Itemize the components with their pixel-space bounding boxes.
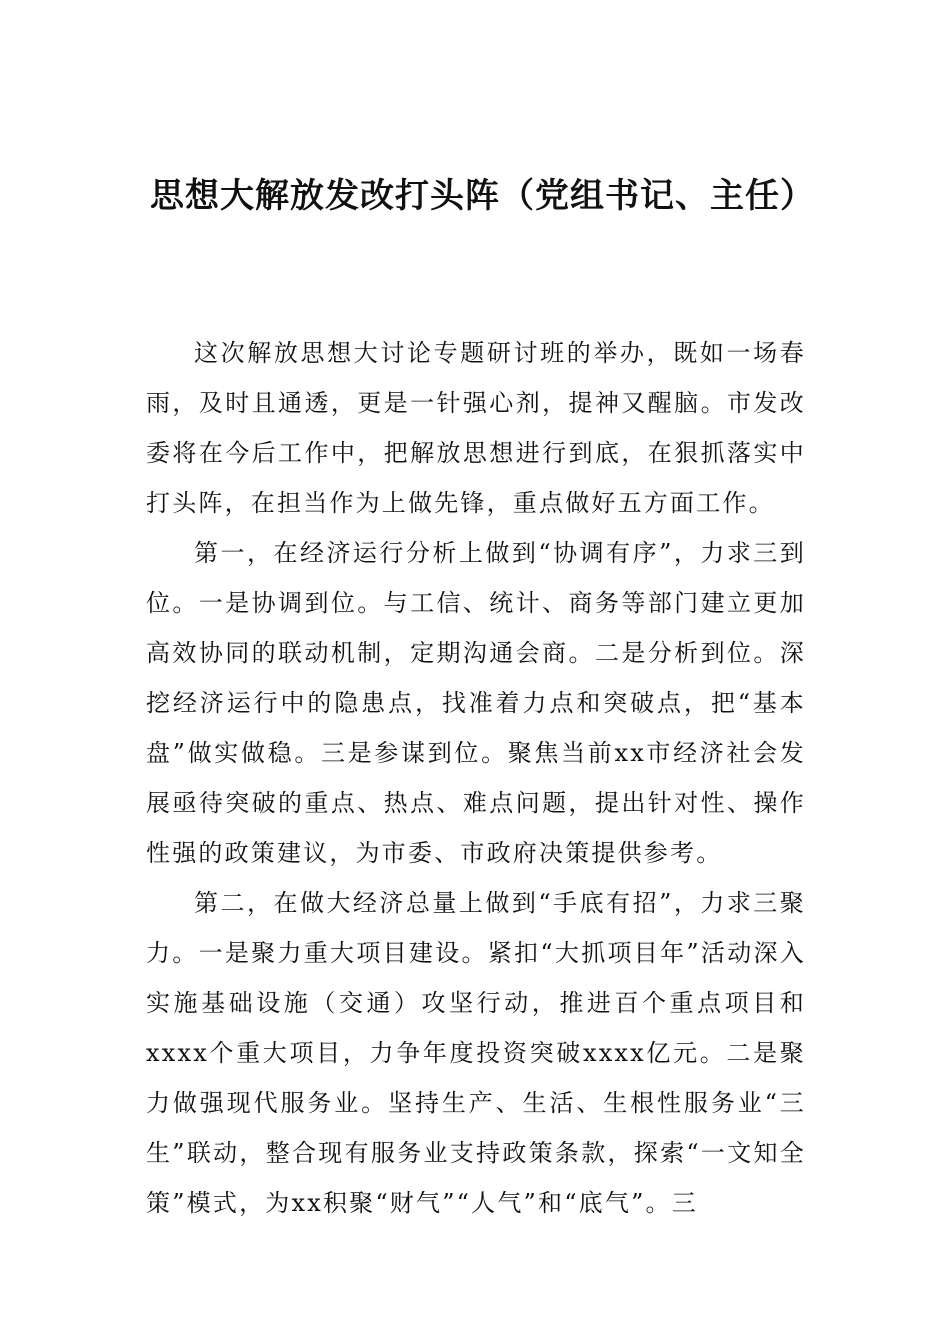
paragraph-second: 第二，在做大经济总量上做到“手底有招”，力求三聚力。一是聚力重大项目建设。紧扣“大抓项目年”活动深入实施基础设施（交通）攻坚行动，推进百个重点项目和xxxx个重大项目，力争年度投资突破xxxx亿元。二是聚力做强现代服务业。坚持生产、生活、生根性服务业“三生”联动，整合现有服务业支持政策条款，探索“一文知全策”模式，为xx积聚“财气”“人气”和“底气”。三 <box>146 889 806 1217</box>
document-title: 思想大解放发改打头阵（党组书记、主任） <box>150 176 815 216</box>
paragraph-intro: 这次解放思想大讨论专题研讨班的举办，既如一场春雨，及时且通透，更是一针强心剂，提神又醒脑。市发改委将在今后工作中，把解放思想进行到底，在狠抓落实中打头阵，在担当作为上做先锋，重点做好五方面工作。 <box>146 339 806 517</box>
paragraph-first: 第一，在经济运行分析上做到“协调有序”，力求三到位。一是协调到位。与工信、统计、商务等部门建立更加高效协同的联动机制，定期沟通会商。二是分析到位。深挖经济运行中的隐患点，找准着力点和突破点，把“基本盘”做实做稳。三是参谋到位。聚焦当前xx市经济社会发展亟待突破的重点、热点、难点问题，提出针对性、操作性强的政策建议，为市委、市政府决策提供参考。 <box>146 539 806 867</box>
document-body <box>146 328 806 1228</box>
